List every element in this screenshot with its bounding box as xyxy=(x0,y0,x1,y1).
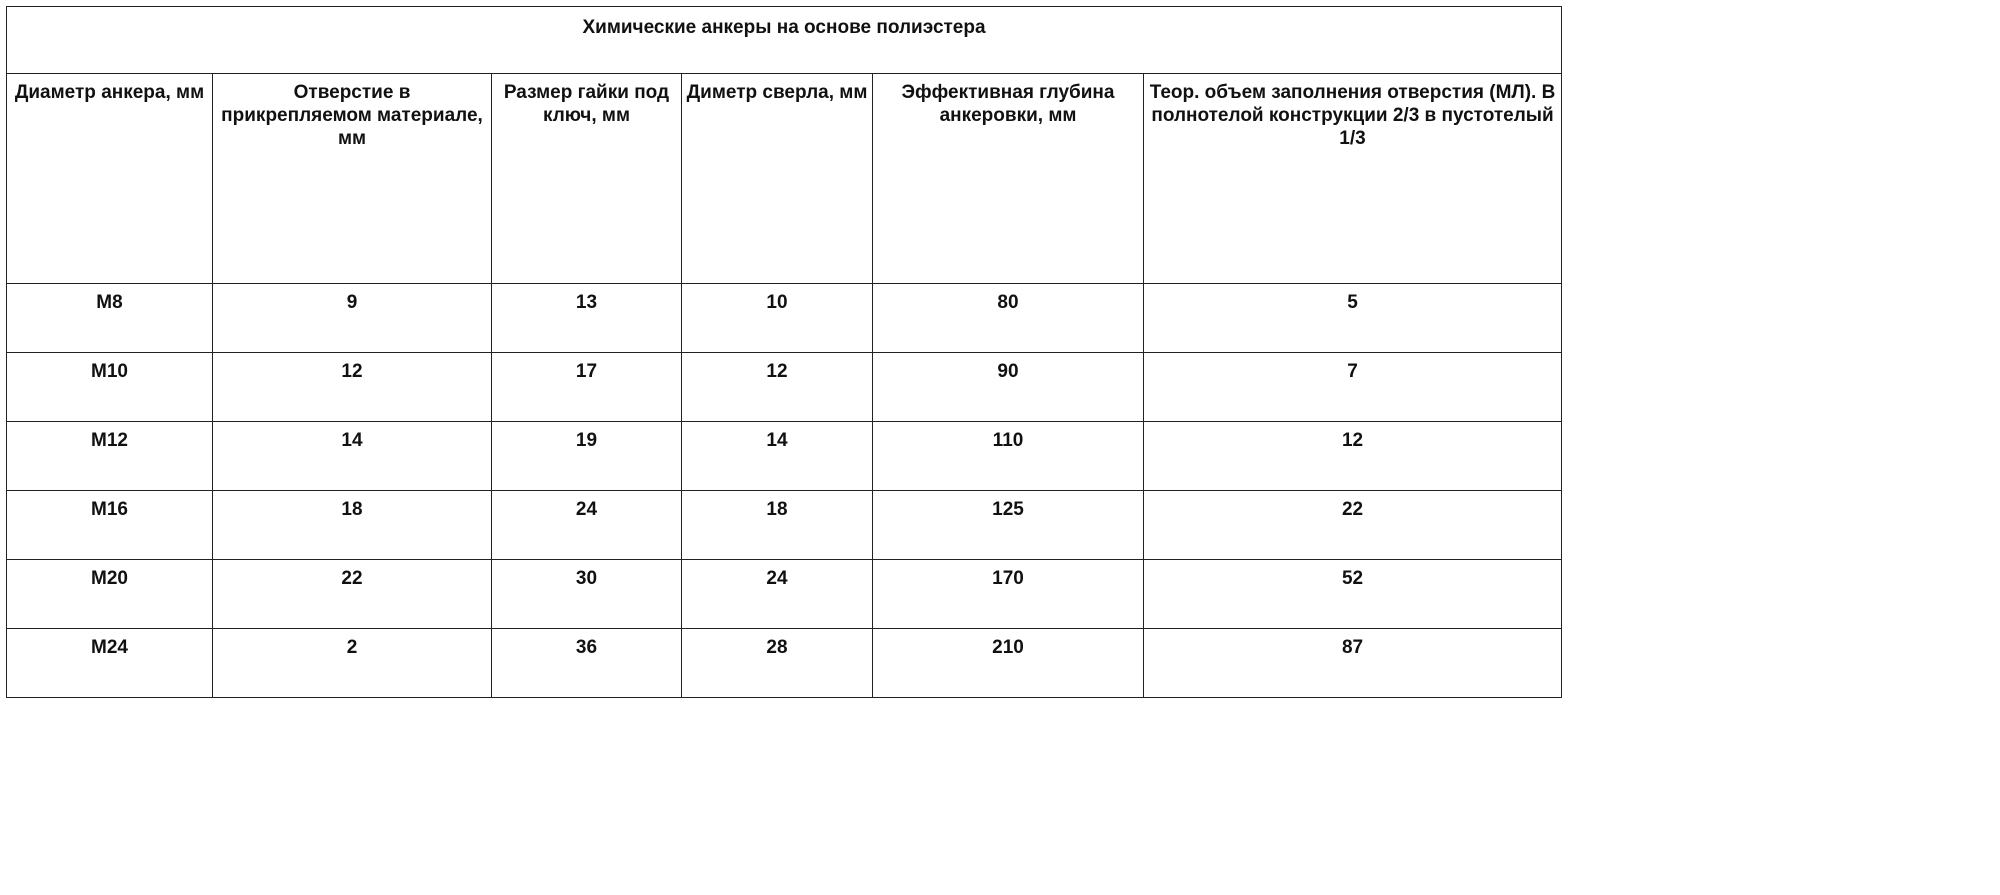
header-nut-size: Размер гайки под ключ, мм xyxy=(492,74,682,284)
cell-drill-diameter: 18 xyxy=(682,491,873,560)
cell-anchoring-depth: 170 xyxy=(873,560,1144,629)
cell-nut-size: 19 xyxy=(492,422,682,491)
cell-anchoring-depth: 90 xyxy=(873,353,1144,422)
cell-drill-diameter: 14 xyxy=(682,422,873,491)
cell-fill-volume: 7 xyxy=(1144,353,1562,422)
table-row xyxy=(7,422,1562,491)
cell-fill-volume: 87 xyxy=(1144,629,1562,698)
header-anchoring-depth: Эффективная глубина анкеровки, мм xyxy=(873,74,1144,284)
cell-material-hole: 22 xyxy=(213,560,492,629)
cell-anchoring-depth: 80 xyxy=(873,284,1144,353)
table-title-cell xyxy=(7,7,1562,74)
cell-fill-volume: 22 xyxy=(1144,491,1562,560)
cell-anchor-diameter: М12 xyxy=(7,422,213,491)
table-row xyxy=(7,629,1562,698)
cell-material-hole: 14 xyxy=(213,422,492,491)
cell-anchor-diameter: М20 xyxy=(7,560,213,629)
header-row xyxy=(7,74,1562,284)
header-drill-diameter: Диметр сверла, мм xyxy=(682,74,873,284)
cell-drill-diameter: 28 xyxy=(682,629,873,698)
cell-nut-size: 13 xyxy=(492,284,682,353)
title-row xyxy=(7,7,1562,74)
cell-anchoring-depth: 210 xyxy=(873,629,1144,698)
cell-material-hole: 18 xyxy=(213,491,492,560)
cell-material-hole: 9 xyxy=(213,284,492,353)
cell-nut-size: 36 xyxy=(492,629,682,698)
cell-drill-diameter: 12 xyxy=(682,353,873,422)
cell-anchor-diameter: М10 xyxy=(7,353,213,422)
table-row xyxy=(7,491,1562,560)
header-anchor-diameter: Диаметр анкера, мм xyxy=(7,74,213,284)
cell-nut-size: 30 xyxy=(492,560,682,629)
cell-anchor-diameter: М24 xyxy=(7,629,213,698)
table-title: Химические анкеры на основе полиэстера xyxy=(582,17,986,38)
cell-nut-size: 24 xyxy=(492,491,682,560)
cell-nut-size: 17 xyxy=(492,353,682,422)
table-row xyxy=(7,284,1562,353)
table-row xyxy=(7,560,1562,629)
cell-anchoring-depth: 110 xyxy=(873,422,1144,491)
cell-drill-diameter: 24 xyxy=(682,560,873,629)
header-material-hole: Отверстие в прикрепляемом материале, мм xyxy=(213,74,492,284)
cell-drill-diameter: 10 xyxy=(682,284,873,353)
cell-fill-volume: 12 xyxy=(1144,422,1562,491)
cell-anchor-diameter: М16 xyxy=(7,491,213,560)
cell-fill-volume: 5 xyxy=(1144,284,1562,353)
table-row xyxy=(7,353,1562,422)
cell-material-hole: 2 xyxy=(213,629,492,698)
cell-fill-volume: 52 xyxy=(1144,560,1562,629)
anchor-spec-table xyxy=(6,6,1562,698)
header-fill-volume: Теор. объем заполнения отверстия (МЛ). В полнотелой конструкции 2/3 в пустотелый 1/3 xyxy=(1144,74,1562,284)
cell-anchoring-depth: 125 xyxy=(873,491,1144,560)
cell-material-hole: 12 xyxy=(213,353,492,422)
cell-anchor-diameter: М8 xyxy=(7,284,213,353)
